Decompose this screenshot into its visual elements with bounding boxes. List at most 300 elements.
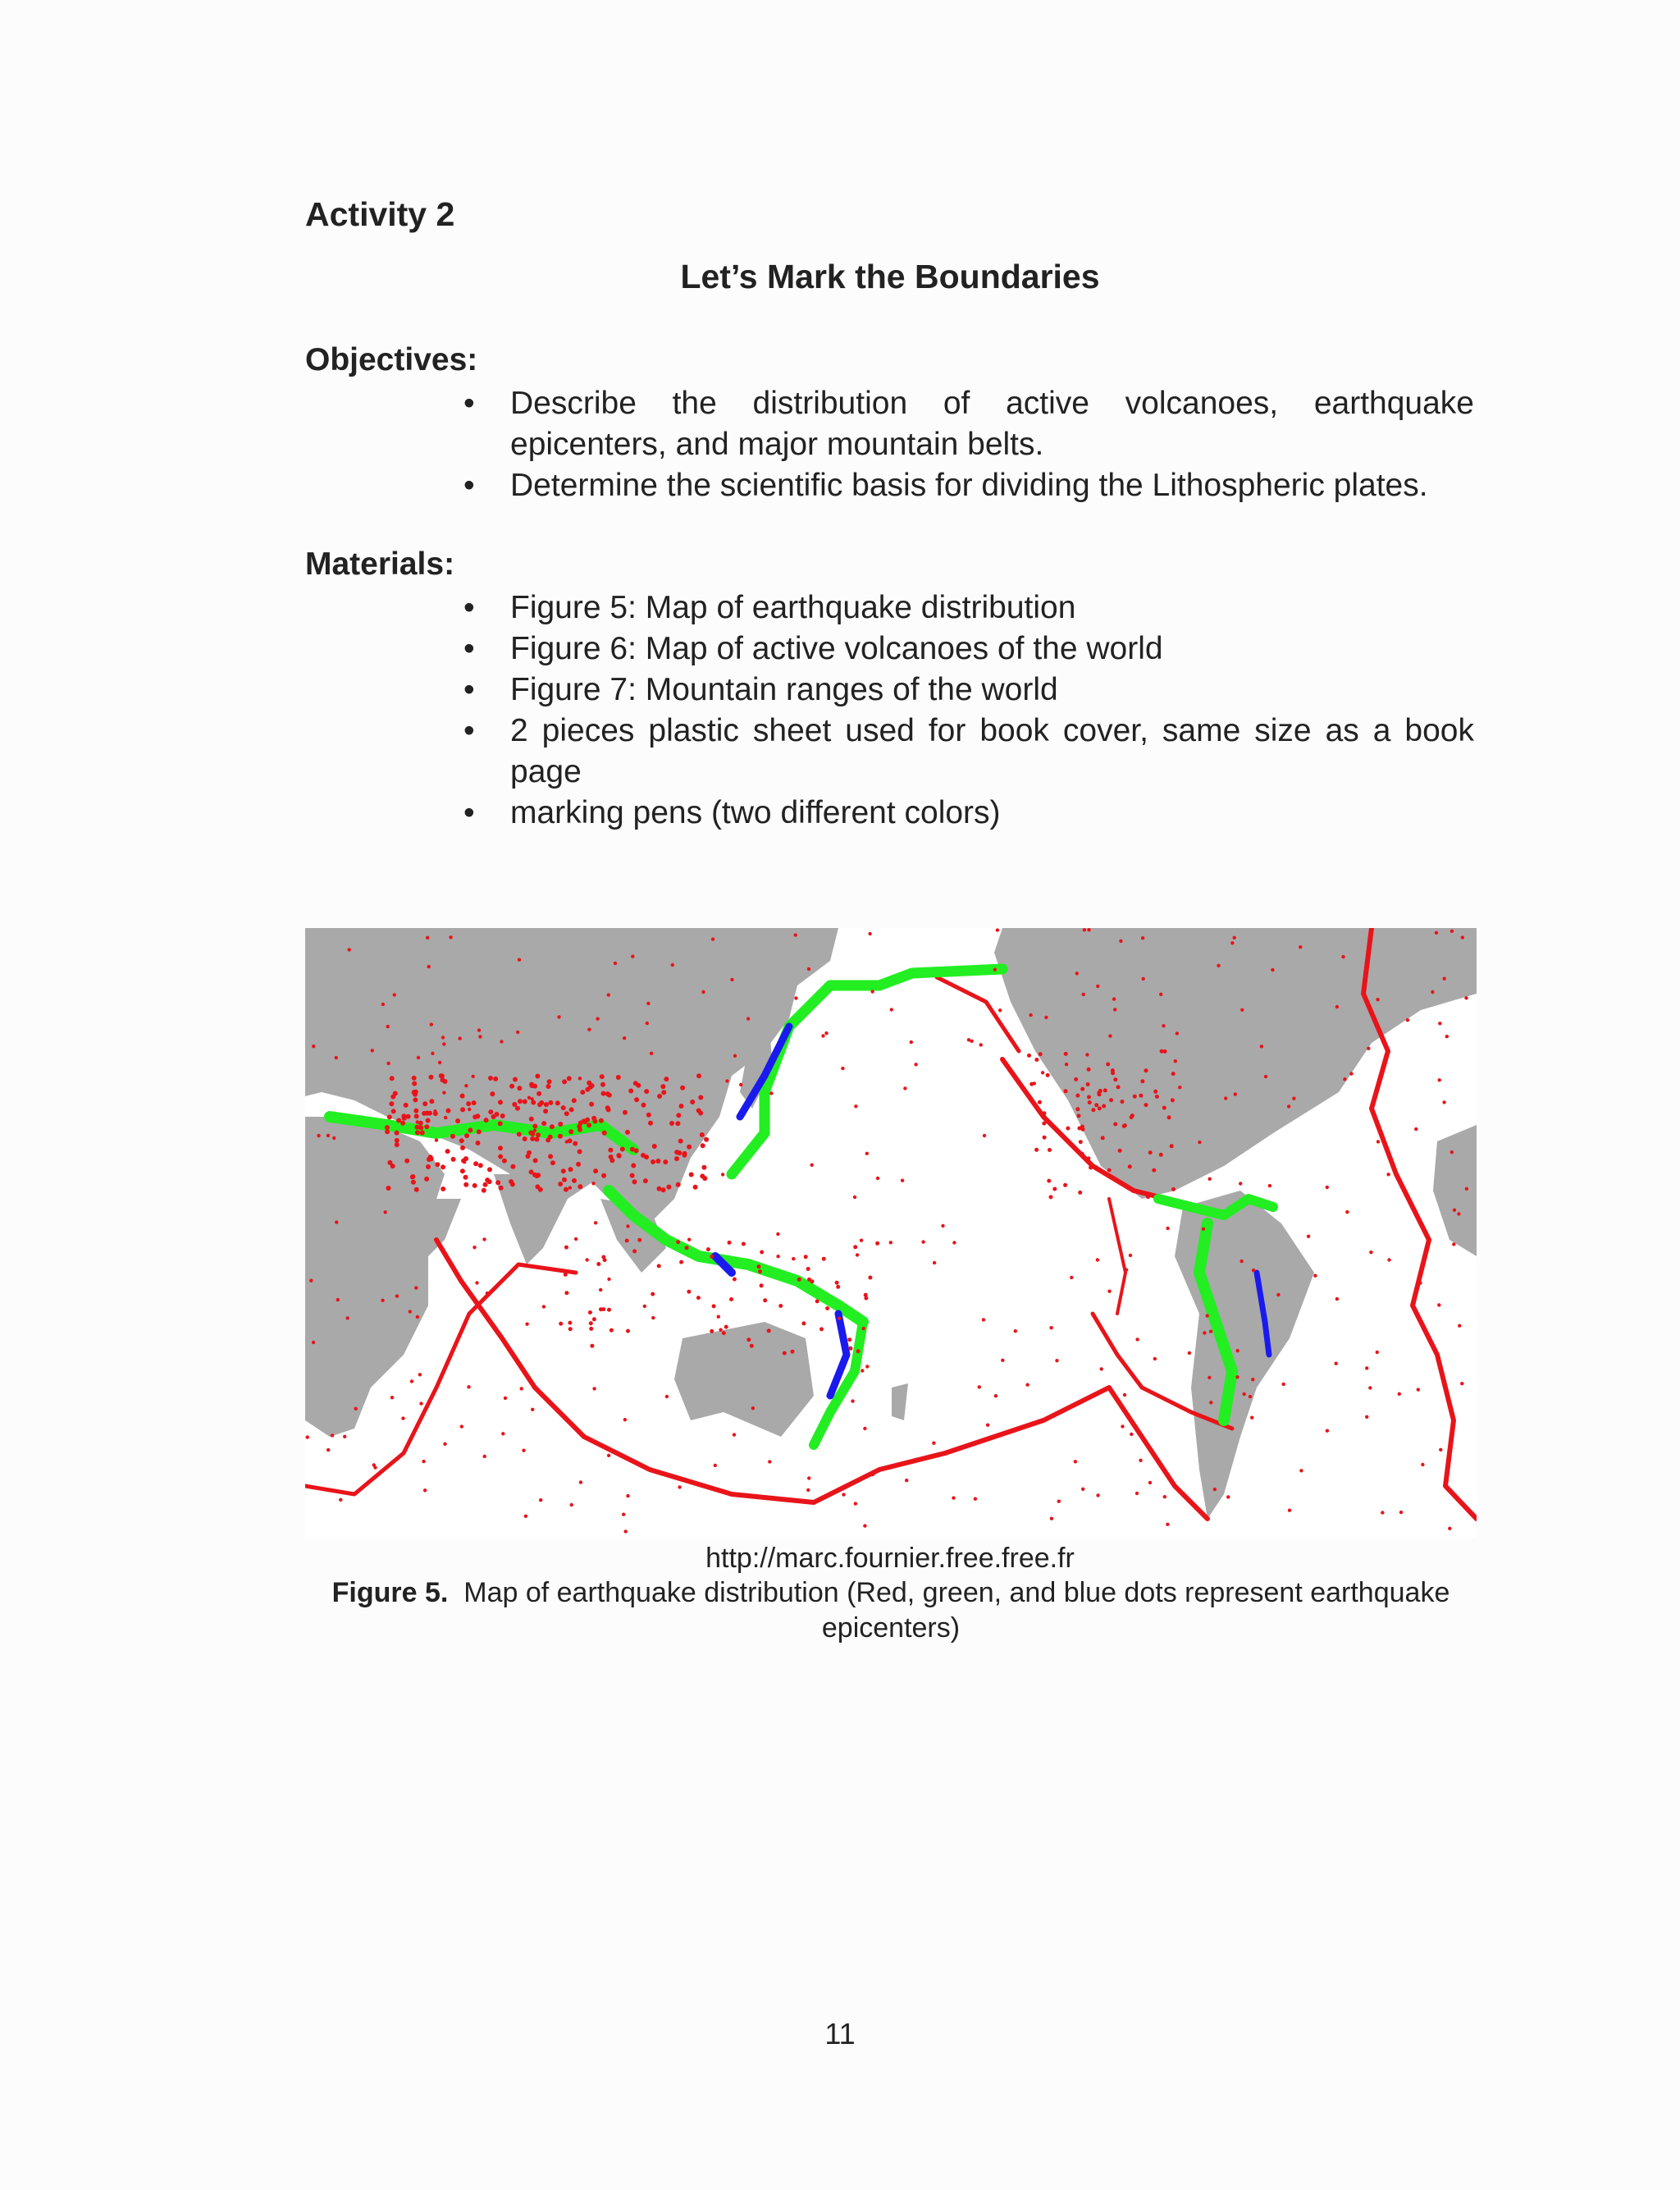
epicenter-dot xyxy=(564,1111,569,1116)
epicenter-dot xyxy=(1025,1383,1029,1387)
epicenter-dot xyxy=(1041,1071,1044,1074)
epicenter-dot xyxy=(1094,1103,1098,1107)
epicenter-dot xyxy=(550,1160,555,1165)
epicenter-dot xyxy=(390,1164,395,1168)
epicenter-dot xyxy=(312,1341,315,1344)
epicenter-dot xyxy=(815,1299,819,1303)
epicenter-dot xyxy=(1217,964,1220,967)
epicenter-dot xyxy=(513,1077,518,1082)
epicenter-dot xyxy=(529,1117,534,1122)
epicenter-dot xyxy=(441,1186,445,1191)
epicenter-dot xyxy=(609,1154,614,1159)
epicenter-dot xyxy=(1100,1367,1103,1370)
epicenter-dot xyxy=(665,1395,669,1398)
epicenter-dot xyxy=(558,1134,563,1139)
world-map-graphic xyxy=(305,928,1477,1538)
epicenter-dot xyxy=(1152,1168,1156,1173)
epicenter-dot xyxy=(463,1160,466,1164)
epicenter-dot xyxy=(623,1110,628,1115)
epicenter-dot xyxy=(446,1109,451,1113)
epicenter-dot xyxy=(544,1102,549,1107)
epicenter-dot xyxy=(1159,1153,1163,1157)
epicenter-dot xyxy=(807,967,810,971)
epicenter-dot xyxy=(1029,1082,1034,1086)
epicenter-dot xyxy=(1064,1052,1068,1056)
epicenter-dot xyxy=(710,1255,714,1259)
epicenter-dot xyxy=(532,1124,537,1129)
epicenter-dot xyxy=(442,1091,445,1095)
epicenter-dot xyxy=(539,1498,542,1502)
epicenter-dot xyxy=(536,1132,541,1137)
epicenter-dot xyxy=(757,1264,761,1269)
epicenter-dot xyxy=(643,1178,648,1183)
epicenter-dot xyxy=(1386,1173,1390,1176)
epicenter-dot xyxy=(412,1076,417,1081)
epicenter-dot xyxy=(487,1179,492,1184)
epicenter-dot xyxy=(387,1114,392,1119)
epicenter-dot xyxy=(865,1152,869,1155)
epicenter-dot xyxy=(889,1241,892,1244)
epicenter-dot xyxy=(1406,1018,1409,1022)
epicenter-dot xyxy=(871,1473,874,1476)
epicenter-dot xyxy=(746,1337,751,1342)
epicenter-dot xyxy=(974,1497,977,1501)
epicenter-dot xyxy=(500,1040,503,1043)
epicenter-dot xyxy=(676,1113,681,1118)
epicenter-dot xyxy=(1113,1077,1117,1081)
epicenter-dot xyxy=(526,1154,531,1159)
epicenter-dot xyxy=(592,1317,596,1321)
epicenter-dot xyxy=(339,1498,342,1502)
epicenter-dot xyxy=(1086,1156,1090,1160)
epicenter-dot xyxy=(607,1278,610,1281)
epicenter-dot xyxy=(1288,1509,1291,1512)
epicenter-dot xyxy=(861,1369,864,1372)
list-item: • marking pens (two different colors) xyxy=(510,793,1474,834)
epicenter-dot xyxy=(1313,1274,1317,1278)
epicenter-dot xyxy=(714,1464,717,1467)
epicenter-dot xyxy=(414,1113,419,1118)
epicenter-dot xyxy=(652,1144,657,1149)
epicenter-dot xyxy=(607,993,610,996)
epicenter-dot xyxy=(460,1145,465,1150)
epicenter-dot xyxy=(717,1315,720,1319)
epicenter-dot xyxy=(372,1463,376,1466)
epicenter-dot xyxy=(1139,1459,1142,1462)
epicenter-dot xyxy=(1139,1094,1143,1098)
epicenter-dot xyxy=(343,1435,346,1438)
epicenter-dot xyxy=(602,1131,607,1136)
epicenter-dot xyxy=(661,1187,666,1192)
epicenter-dot xyxy=(1239,1182,1242,1185)
epicenter-dot xyxy=(1163,1495,1166,1498)
epicenter-dot xyxy=(641,1153,646,1158)
epicenter-dot xyxy=(525,1323,528,1326)
epicenter-dot xyxy=(607,1093,612,1098)
epicenter-dot xyxy=(1087,1068,1091,1072)
list-item: • Figure 5: Map of earthquake distribution xyxy=(510,588,1474,629)
epicenter-dot xyxy=(1326,1186,1329,1189)
epicenter-dot xyxy=(853,1196,856,1199)
epicenter-dot xyxy=(548,1100,553,1105)
epicenter-dot xyxy=(1437,1303,1440,1306)
epicenter-dot xyxy=(776,1255,779,1258)
epicenter-dot xyxy=(1148,1481,1152,1484)
epicenter-dot xyxy=(711,937,714,940)
epicenter-dot xyxy=(1091,1108,1095,1112)
epicenter-dot xyxy=(1209,1330,1212,1333)
epicenter-dot xyxy=(1112,997,1116,1000)
epicenter-dot xyxy=(501,1432,504,1435)
epicenter-dot xyxy=(488,1076,493,1081)
epicenter-dot xyxy=(574,1237,578,1241)
epicenter-dot xyxy=(631,954,634,958)
epicenter-dot xyxy=(488,1109,493,1114)
epicenter-dot xyxy=(424,1177,429,1182)
epicenter-dot xyxy=(587,1028,591,1031)
epicenter-dot xyxy=(1292,1097,1295,1100)
epicenter-dot xyxy=(578,1150,582,1154)
epicenter-dot xyxy=(1171,1098,1175,1102)
epicenter-dot xyxy=(542,1305,546,1308)
epicenter-dot xyxy=(822,1257,826,1261)
epicenter-dot xyxy=(728,1241,732,1245)
epicenter-dot xyxy=(848,1346,852,1351)
epicenter-dot xyxy=(416,1120,419,1123)
epicenter-dot xyxy=(596,1262,600,1266)
epicenter-dot xyxy=(1082,993,1085,996)
epicenter-dot xyxy=(630,1173,635,1178)
epicenter-dot xyxy=(646,1113,651,1118)
epicenter-dot xyxy=(1135,1492,1139,1495)
epicenter-dot xyxy=(587,1081,591,1086)
epicenter-dot xyxy=(914,1063,917,1066)
epicenter-dot xyxy=(460,1107,465,1112)
list-item: • Figure 7: Mountain ranges of the world xyxy=(510,670,1474,711)
epicenter-dot xyxy=(1113,1122,1117,1127)
epicenter-dot xyxy=(1421,1463,1424,1466)
epicenter-dot xyxy=(569,1107,574,1112)
epicenter-dot xyxy=(472,1100,477,1105)
epicenter-dot xyxy=(648,1121,653,1126)
epicenter-dot xyxy=(1166,1523,1169,1526)
epicenter-dot xyxy=(460,1168,465,1173)
epicenter-dot xyxy=(1264,1075,1267,1078)
epicenter-dot xyxy=(588,1310,592,1314)
epicenter-dot xyxy=(435,1162,440,1167)
epicenter-dot xyxy=(570,1503,573,1506)
epicenter-dot xyxy=(1077,1113,1081,1118)
epicenter-dot xyxy=(443,1442,446,1446)
epicenter-dot xyxy=(564,1187,568,1192)
epicenter-dot xyxy=(1108,1034,1112,1037)
epicenter-dot xyxy=(626,1224,629,1228)
epicenter-dot xyxy=(493,1077,498,1081)
epicenter-dot xyxy=(1251,1378,1254,1381)
epicenter-dot xyxy=(413,1098,418,1103)
epicenter-dot xyxy=(679,1104,684,1109)
epicenter-dot xyxy=(572,1178,577,1183)
epicenter-dot xyxy=(634,1097,639,1102)
epicenter-dot xyxy=(500,1113,505,1118)
epicenter-dot xyxy=(689,1173,694,1177)
epicenter-dot xyxy=(1121,1424,1124,1428)
epicenter-dot xyxy=(410,1174,415,1179)
epicenter-dot xyxy=(326,1134,330,1137)
materials-heading: Materials: xyxy=(305,546,455,582)
epicenter-dot xyxy=(776,1232,779,1236)
epicenter-dot xyxy=(422,1460,425,1463)
epicenter-dot xyxy=(518,958,521,962)
epicenter-dot xyxy=(1083,928,1086,931)
epicenter-dot xyxy=(1418,1281,1422,1284)
epicenter-dot xyxy=(603,1258,607,1262)
epicenter-dot xyxy=(533,1129,536,1132)
epicenter-dot xyxy=(562,1177,567,1182)
epicenter-dot xyxy=(1123,1393,1126,1397)
epicenter-dot xyxy=(445,1149,450,1154)
epicenter-dot xyxy=(1349,1072,1353,1075)
epicenter-dot xyxy=(317,1134,320,1137)
epicenter-dot xyxy=(415,1130,420,1135)
epicenter-dot xyxy=(1457,1212,1460,1215)
epicenter-dot xyxy=(441,1164,445,1169)
epicenter-dot xyxy=(1081,1488,1084,1491)
epicenter-dot xyxy=(1103,1088,1107,1092)
epicenter-dot xyxy=(498,1121,503,1126)
epicenter-dot xyxy=(860,1239,863,1242)
epicenter-dot xyxy=(941,1224,944,1228)
epicenter-dot xyxy=(426,1118,431,1123)
epicenter-dot xyxy=(1268,1184,1271,1187)
epicenter-dot xyxy=(763,1298,767,1302)
epicenter-dot xyxy=(608,1148,613,1153)
list-item: • 2 pieces plastic sheet used for book cover, same size as a book page xyxy=(510,711,1474,793)
epicenter-dot xyxy=(415,1125,420,1130)
epicenter-dot xyxy=(679,1260,683,1264)
list-item: • Figure 6: Map of active volcanoes of the world xyxy=(510,629,1474,670)
epicenter-dot xyxy=(994,1394,998,1397)
epicenter-dot xyxy=(996,928,999,931)
epicenter-dot xyxy=(400,1121,405,1126)
epicenter-dot xyxy=(952,1496,955,1499)
epicenter-dot xyxy=(1107,1290,1111,1293)
epicenter-dot xyxy=(416,1315,419,1319)
epicenter-dot xyxy=(687,1290,691,1294)
epicenter-dot xyxy=(751,1406,755,1410)
epicenter-dot xyxy=(568,1321,572,1325)
epicenter-dot xyxy=(1398,1392,1401,1396)
epicenter-dot xyxy=(564,1291,568,1295)
epicenter-dot xyxy=(778,1304,783,1308)
epicenter-dot xyxy=(768,1460,771,1463)
epicenter-dot xyxy=(422,1111,427,1116)
epicenter-dot xyxy=(625,1130,630,1135)
epicenter-dot xyxy=(637,1238,641,1242)
epicenter-dot xyxy=(499,1186,504,1191)
epicenter-dot xyxy=(1085,1053,1089,1056)
epicenter-dot xyxy=(1202,1228,1205,1231)
epicenter-dot xyxy=(1240,1008,1244,1012)
epicenter-dot xyxy=(1448,1527,1451,1530)
epicenter-dot xyxy=(335,1220,338,1223)
epicenter-dot xyxy=(657,1186,662,1191)
epicenter-dot xyxy=(1111,1068,1115,1072)
epicenter-dot xyxy=(952,1241,956,1244)
epicenter-dot xyxy=(760,1283,764,1287)
epicenter-dot xyxy=(476,1141,481,1145)
epicenter-dot xyxy=(702,1176,707,1181)
epicenter-dot xyxy=(724,1325,728,1329)
epicenter-dot xyxy=(1250,1416,1253,1420)
epicenter-dot xyxy=(643,1305,646,1308)
epicenter-dot xyxy=(933,1261,936,1264)
epicenter-dot xyxy=(417,1056,420,1059)
epicenter-dot xyxy=(1050,1517,1053,1520)
epicenter-dot xyxy=(589,1327,593,1331)
epicenter-dot xyxy=(419,1401,422,1405)
objectives-list xyxy=(510,383,1474,506)
epicenter-dot xyxy=(1101,1136,1105,1140)
epicenter-dot xyxy=(804,1255,808,1259)
epicenter-dot xyxy=(1159,993,1162,996)
epicenter-dot xyxy=(1089,1166,1093,1170)
epicenter-dot xyxy=(622,1513,625,1516)
epicenter-dot xyxy=(473,1161,478,1166)
epicenter-dot xyxy=(572,1098,577,1103)
epicenter-dot xyxy=(576,1162,581,1167)
epicenter-dot xyxy=(721,1173,724,1176)
epicenter-dot xyxy=(390,1076,395,1081)
epicenter-dot xyxy=(620,1147,625,1152)
epicenter-dot xyxy=(548,1154,553,1159)
epicenter-dot xyxy=(1439,1448,1442,1452)
epicenter-dot xyxy=(624,1529,628,1533)
epicenter-dot xyxy=(1044,1016,1048,1019)
epicenter-dot xyxy=(700,1132,705,1137)
epicenter-dot xyxy=(472,1246,476,1249)
epicenter-dot xyxy=(466,1101,471,1106)
continents xyxy=(305,928,1477,1519)
epicenter-dot xyxy=(674,1150,679,1154)
epicenter-dot xyxy=(1001,1359,1004,1362)
epicenter-dot xyxy=(586,1258,589,1261)
epicenter-dot xyxy=(1080,1152,1084,1156)
epicenter-dot xyxy=(1081,1127,1085,1132)
epicenter-dot xyxy=(591,1182,595,1185)
epicenter-dot xyxy=(733,1433,736,1436)
epicenter-dot xyxy=(1299,1469,1303,1472)
epicenter-dot xyxy=(427,1111,432,1116)
epicenter-dot xyxy=(548,1135,553,1140)
epicenter-dot xyxy=(578,1184,582,1189)
epicenter-dot xyxy=(463,1175,468,1180)
epicenter-dot xyxy=(568,1129,573,1134)
epicenter-dot xyxy=(1171,1072,1176,1076)
epicenter-dot xyxy=(385,1125,390,1130)
epicenter-dot xyxy=(616,1075,621,1080)
epicenter-dot xyxy=(1465,1187,1468,1191)
epicenter-dot xyxy=(580,1090,585,1095)
epicenter-dot xyxy=(910,1040,913,1044)
epicenter-dot xyxy=(842,1493,845,1496)
epicenter-dot xyxy=(678,1485,681,1488)
epicenter-dot xyxy=(701,1143,705,1148)
epicenter-dot xyxy=(807,1476,810,1479)
epicenter-dot xyxy=(825,1306,829,1310)
epicenter-dot xyxy=(801,1321,806,1325)
epicenter-dot xyxy=(730,978,733,981)
epicenter-dot xyxy=(1198,1141,1201,1144)
epicenter-dot xyxy=(1107,1168,1112,1173)
epicenter-dot xyxy=(1461,935,1464,939)
epicenter-dot xyxy=(426,936,429,940)
epicenter-dot xyxy=(1208,1177,1212,1181)
epicenter-dot xyxy=(509,1084,514,1089)
epicenter-dot xyxy=(626,1494,629,1497)
list-item: • Determine the scientific basis for dividing the Lithospheric plates. xyxy=(510,465,1474,506)
epicenter-dot xyxy=(326,1448,330,1452)
epicenter-dot xyxy=(729,1297,733,1301)
epicenter-dot xyxy=(1039,1052,1043,1056)
epicenter-dot xyxy=(1178,1086,1181,1089)
epicenter-dot xyxy=(472,1075,475,1078)
epicenter-dot xyxy=(875,1241,879,1246)
epicenter-dot xyxy=(1086,1082,1090,1086)
epicenter-dot xyxy=(1335,1005,1339,1008)
epicenter-dot xyxy=(1367,1047,1370,1050)
epicenter-dot xyxy=(841,1067,844,1070)
epicenter-dot xyxy=(739,1083,742,1086)
epicenter-dot xyxy=(868,1276,872,1280)
epicenter-dot xyxy=(490,1091,495,1096)
epicenter-dot xyxy=(1234,1092,1237,1095)
epicenter-dot xyxy=(1209,1401,1212,1404)
epicenter-dot xyxy=(1075,1094,1080,1098)
epicenter-dot xyxy=(429,1075,434,1080)
epicenter-dot xyxy=(628,1089,633,1094)
epicenter-dot xyxy=(464,1133,469,1138)
epicenter-dot xyxy=(502,1159,507,1164)
epicenter-dot xyxy=(573,1141,578,1146)
epicenter-dot xyxy=(1233,936,1236,940)
epicenter-dot xyxy=(1166,1227,1169,1230)
epicenter-dot xyxy=(472,1183,477,1188)
epicenter-dot xyxy=(1445,1035,1449,1038)
epicenter-dot xyxy=(1208,1376,1211,1379)
epicenter-dot xyxy=(1458,1324,1461,1328)
epicenter-dot xyxy=(1299,945,1302,949)
activity-label: Activity 2 xyxy=(305,195,455,233)
epicenter-dot xyxy=(498,1145,503,1150)
epicenter-dot xyxy=(438,1061,441,1064)
epicenter-dot xyxy=(1438,1022,1441,1025)
epicenter-dot xyxy=(676,1182,681,1187)
epicenter-dot xyxy=(590,1344,594,1348)
epicenter-dot xyxy=(309,1279,313,1282)
epicenter-dot xyxy=(306,1435,309,1438)
epicenter-dot xyxy=(792,1257,795,1260)
epicenter-dot xyxy=(696,1296,701,1300)
epicenter-dot xyxy=(1431,990,1434,994)
epicenter-dot xyxy=(1087,1095,1091,1100)
epicenter-dot xyxy=(468,1108,471,1111)
epicenter-dot xyxy=(483,1182,488,1187)
epicenter-dot xyxy=(390,1396,394,1399)
epicenter-dot xyxy=(794,933,797,936)
epicenter-dot xyxy=(594,1221,597,1224)
epicenter-dot xyxy=(1230,941,1234,944)
